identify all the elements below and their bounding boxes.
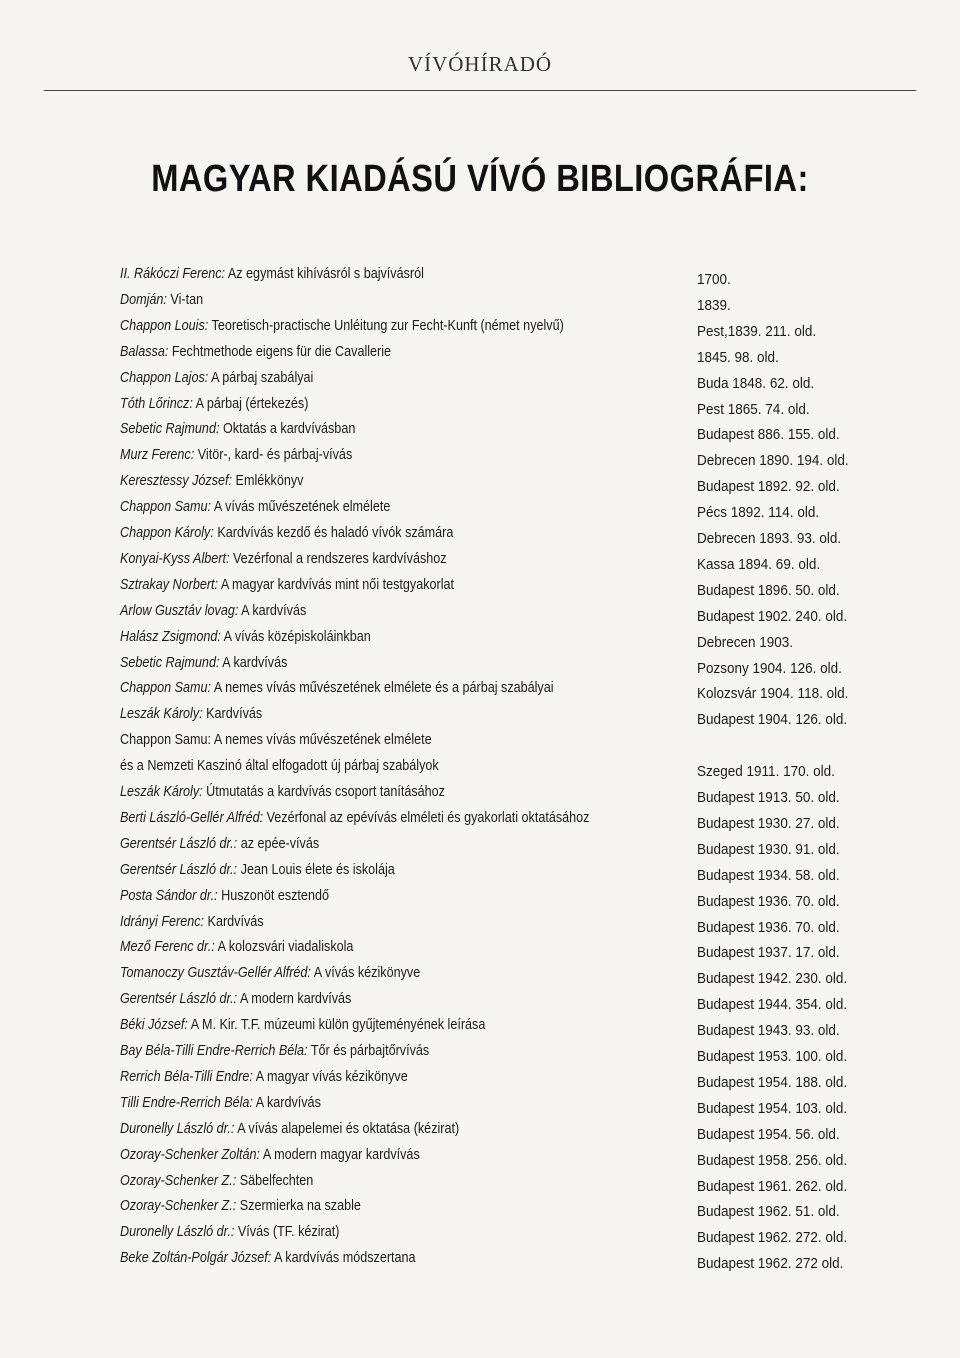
bibliography-entry	[0, 987, 960, 1014]
entry-text	[120, 806, 589, 830]
bibliography-entry	[0, 1039, 960, 1063]
entry-text	[120, 1065, 408, 1089]
entry-title: Az egymást kihívásról s bajvívásról	[225, 265, 424, 282]
entry-text	[120, 884, 329, 908]
entry-title: Vezérfonal az epévívás elméleti és gyakorlati oktatásához	[263, 808, 590, 826]
bibliography-entry	[0, 1065, 960, 1089]
entry-publication: Budapest 886. 155. old.	[697, 426, 840, 444]
entry-publication: Budapest 1934. 58. old.	[697, 866, 840, 884]
entry-text	[120, 340, 391, 364]
bibliography-entry	[0, 1117, 960, 1141]
bibliography-entry	[0, 314, 960, 338]
entry-author: Murz Ferenc:	[120, 446, 195, 464]
entry-publication: Budapest 1896. 50. old.	[697, 581, 840, 599]
bibliography-entry	[0, 1013, 960, 1040]
entry-text	[120, 676, 554, 700]
entry-author: Rerrich Béla-Tilli Endre:	[120, 1067, 253, 1085]
entry-publication: Pest,1839. 211. old.	[697, 322, 817, 340]
bibliography-entry	[0, 469, 960, 496]
entry-publication: Budapest 1943. 93. old.	[697, 1022, 840, 1040]
entry-text	[120, 288, 203, 312]
entry-publication: 1845. 98. old.	[697, 348, 779, 366]
entry-author: Leszák Károly:	[120, 705, 203, 723]
entry-publication: Pest 1865. 74. old.	[697, 400, 810, 418]
entry-title: Teoretisch-practische Unléitung zur Fecht-Kunft (német nyelvű)	[208, 316, 564, 334]
entry-text	[120, 754, 439, 778]
entry-publication: Budapest 1902. 240. old.	[697, 607, 848, 625]
entry-text	[120, 625, 371, 649]
entry-title: Fechtmethode eigens für die Cavallerie	[168, 342, 392, 360]
entry-text	[120, 495, 390, 519]
bibliography-entry	[0, 417, 960, 444]
entry-author: Konyai-Kyss Albert:	[120, 549, 230, 567]
entry-title: A vívás alapelemei és oktatása (kézirat)	[234, 1119, 460, 1137]
bibliography-entry	[0, 521, 960, 545]
entry-title: A magyar vívás kézikönyve	[252, 1067, 408, 1085]
bibliography-entry	[0, 547, 960, 571]
entry-author: Duronelly László dr.:	[120, 1223, 235, 1241]
entry-title: Kardvívás kezdő és haladó vívók számára	[213, 524, 454, 541]
entry-publication: Budapest 1937. 17. old.	[697, 944, 840, 962]
entry-author: Tóth Lőrincz:	[120, 394, 193, 412]
entry-text	[120, 987, 351, 1011]
entry-publication: Budapest 1936. 70. old.	[697, 892, 840, 910]
entry-author: Idrányi Ferenc:	[120, 912, 205, 930]
entry-title: Chappon Samu: A nemes vívás művészetének elmélete	[120, 731, 432, 749]
bibliography-entry	[0, 443, 960, 470]
entry-publication: Kassa 1894. 69. old.	[697, 555, 821, 573]
entry-author: Arlow Gusztáv lovag:	[120, 601, 239, 619]
bibliography-entry	[0, 599, 960, 623]
entry-author: Chappon Samu:	[120, 679, 212, 697]
entry-title: A párbaj (értekezés)	[192, 394, 309, 412]
entry-title: A kardvívás módszertana	[271, 1249, 416, 1267]
entry-publication: Pozsony 1904. 126. old.	[697, 659, 842, 677]
bibliography-entry	[0, 366, 960, 390]
entry-text	[120, 1143, 420, 1167]
bibliography-entry	[0, 340, 960, 364]
entry-author: Berti László-Gellér Alfréd:	[120, 808, 264, 826]
entry-title: Oktatás a kardvívásban	[219, 420, 356, 438]
entry-publication: Budapest 1962. 272. old.	[697, 1229, 848, 1247]
entry-author: Ozoray-Schenker Zoltán:	[120, 1145, 261, 1163]
entry-author: Chappon Károly:	[120, 524, 214, 541]
bibliography-entry	[0, 728, 960, 752]
entry-text	[120, 262, 424, 286]
entry-publication: Budapest 1930. 91. old.	[697, 840, 840, 858]
entry-title: A vívás kézikönyve	[310, 964, 421, 982]
entry-author: Chappon Lajos:	[120, 368, 209, 386]
entry-author: Gerentsér László dr.:	[120, 860, 238, 878]
entry-text	[120, 443, 352, 467]
entry-title: A nemes vívás művészetének elmélete és a párbaj szabályai	[211, 679, 554, 697]
entry-publication: 1839.	[697, 296, 731, 314]
entry-author: II. Rákóczi Ferenc:	[120, 265, 226, 282]
bibliography-entry	[0, 1220, 960, 1247]
entry-title: A kardvívás	[252, 1093, 321, 1111]
entry-text	[120, 1194, 361, 1218]
bibliography-entry	[0, 832, 960, 856]
entry-author: Gerentsér László dr.:	[120, 990, 238, 1008]
entry-title: A vívás középiskoláinkban	[220, 627, 371, 645]
bibliography-entry	[0, 1143, 960, 1167]
entry-author: Tomanoczy Gusztáv-Gellér Alfréd:	[120, 964, 311, 982]
entry-author: Domján:	[120, 290, 167, 308]
bibliography-entry	[0, 651, 960, 675]
bibliography-entry	[0, 676, 960, 703]
entry-text	[120, 935, 353, 959]
entry-text	[120, 780, 445, 804]
entry-text	[120, 1220, 339, 1244]
entry-title: Kardvívás	[204, 912, 264, 930]
bibliography-entry	[0, 702, 960, 729]
entry-publication: Budapest 1944. 354. old.	[697, 996, 848, 1014]
entry-publication: Budapest 1942. 230. old.	[697, 970, 848, 988]
bibliography-entry	[0, 262, 960, 286]
entry-publication: Pécs 1892. 114. old.	[697, 504, 820, 522]
entry-author: Halász Zsigmond:	[120, 627, 221, 645]
bibliography-entry	[0, 806, 960, 830]
entry-author: Béki József:	[120, 1016, 188, 1034]
bibliography-entry	[0, 935, 960, 962]
entry-title: A modern magyar kardvívás	[260, 1145, 420, 1163]
entry-text	[120, 832, 319, 856]
entry-text	[120, 392, 308, 416]
entry-text	[120, 910, 264, 934]
entry-publication: Debrecen 1890. 194. old.	[697, 452, 849, 470]
entry-text	[120, 1091, 321, 1115]
entry-author: Mező Ferenc dr.:	[120, 938, 215, 956]
entry-title: Emlékkönyv	[232, 472, 304, 490]
entry-author: Chappon Louis:	[120, 316, 209, 334]
entry-publication: Kolozsvár 1904. 118. old.	[697, 685, 849, 703]
entry-title: az epée-vívás	[237, 834, 320, 852]
bibliography-entry	[0, 961, 960, 988]
entry-title: és a Nemzeti Kaszinó által elfogadott új párbaj szabályok	[120, 757, 439, 775]
bibliography-entry	[0, 495, 960, 522]
entry-author: Sebetic Rajmund:	[120, 420, 220, 438]
bibliography-entry	[0, 1246, 960, 1273]
entry-title: A modern kardvívás	[237, 990, 352, 1008]
entry-text	[120, 702, 262, 726]
running-header: VÍVÓHÍRADÓ	[407, 52, 553, 76]
entry-text	[120, 1169, 313, 1193]
entry-author: Chappon Samu:	[120, 498, 212, 516]
entry-author: Duronelly László dr.:	[120, 1119, 235, 1137]
entry-author: Sebetic Rajmund:	[120, 653, 220, 671]
entry-title: Vezérfonal a rendszeres kardvíváshoz	[229, 549, 447, 567]
bibliography-entry	[0, 1091, 960, 1115]
entry-publication: Budapest 1954. 56. old.	[697, 1125, 840, 1143]
entry-title: Kardvívás	[202, 705, 263, 723]
entry-title: A kolozsvári viadaliskola	[214, 938, 354, 956]
entry-text	[120, 651, 287, 675]
entry-text	[120, 1039, 429, 1063]
entry-title: A magyar kardvívás mint női testgyakorlat	[218, 575, 455, 593]
entry-publication: Budapest 1913. 50. old.	[697, 789, 840, 806]
header-rule	[44, 90, 916, 91]
entry-author: Sztrakay Norbert:	[120, 575, 219, 593]
bibliography-entry	[0, 884, 960, 908]
entry-title: Säbelfechten	[236, 1171, 314, 1189]
entry-publication: Budapest 1953. 100. old.	[697, 1048, 848, 1065]
entry-text	[120, 314, 564, 338]
entry-title: Jean Louis élete és iskolája	[237, 860, 395, 878]
entry-text	[120, 1013, 485, 1037]
entry-publication: Budapest 1892. 92. old.	[697, 478, 840, 496]
entry-publication: Budapest 1962. 51. old.	[697, 1203, 840, 1221]
entry-publication: Budapest 1904. 126. old.	[697, 711, 848, 729]
entry-title: Vívás (TF. kézirat)	[234, 1223, 340, 1241]
entry-author: Tilli Endre-Rerrich Béla:	[120, 1093, 253, 1111]
entry-text	[120, 728, 432, 752]
entry-publication: Szeged 1911. 170. old.	[697, 763, 835, 781]
entry-publication: Debrecen 1903.	[697, 633, 794, 651]
bibliography-entry	[0, 858, 960, 882]
entry-author: Posta Sándor dr.:	[120, 886, 218, 904]
bibliography-entry	[0, 625, 960, 649]
bibliography-entry	[0, 288, 960, 312]
entry-publication: Budapest 1958. 256. old.	[697, 1151, 848, 1169]
entry-text	[120, 573, 454, 597]
page-title: MAGYAR KIADÁSÚ VÍVÓ BIBLIOGRÁFIA:	[151, 158, 809, 200]
bibliography-entry	[0, 780, 960, 804]
entry-text	[120, 961, 420, 985]
entry-author: Gerentsér László dr.:	[120, 834, 238, 852]
entry-text	[120, 417, 355, 441]
entry-publication: Budapest 1936. 70. old.	[697, 918, 840, 936]
entry-text	[120, 599, 306, 623]
bibliography-entry	[0, 754, 960, 781]
entry-title: A vívás művészetének elmélete	[211, 498, 391, 516]
entry-text	[120, 547, 447, 571]
entry-publication: Buda 1848. 62. old.	[697, 374, 815, 392]
entry-title: A párbaj szabályai	[208, 368, 314, 386]
entry-text	[120, 1246, 416, 1270]
entry-publication: Budapest 1954. 103. old.	[697, 1099, 848, 1117]
entry-text	[120, 858, 395, 882]
entry-text	[120, 469, 303, 493]
entry-title: Vitör-, kard- és párbaj-vívás	[194, 446, 353, 464]
entry-author: Bay Béla-Tilli Endre-Rerrich Béla:	[120, 1042, 308, 1059]
entry-title: Vi-tan	[166, 290, 204, 308]
entry-author: Beke Zoltán-Polgár József:	[120, 1249, 272, 1267]
entry-text	[120, 366, 313, 390]
entry-title: A M. Kir. T.F. múzeumi külön gyűjteményének leírása	[187, 1016, 486, 1034]
entry-text	[120, 521, 453, 545]
entry-publication: 1700.	[697, 271, 731, 288]
bibliography-entry	[0, 573, 960, 597]
entry-author: Ozoray-Schenker Z.:	[120, 1171, 237, 1189]
entry-publication: Debrecen 1893. 93. old.	[697, 530, 842, 547]
bibliography-entry	[0, 1194, 960, 1221]
entry-title: Útmutatás a kardvívás csoport tanításához	[202, 783, 445, 800]
entry-author: Ozoray-Schenker Z.:	[120, 1197, 237, 1215]
bibliography-entry	[0, 910, 960, 934]
entry-author: Keresztessy József:	[120, 472, 233, 490]
entry-publication: Budapest 1930. 27. old.	[697, 814, 840, 832]
entry-text	[120, 1117, 459, 1141]
bibliography-entry	[0, 392, 960, 416]
entry-title: A kardvívás	[238, 601, 307, 619]
entry-title: A kardvívás	[219, 653, 288, 671]
entry-title: Tőr és párbajtőrvívás	[307, 1042, 430, 1059]
entry-author: Balassa:	[120, 342, 169, 360]
entry-publication: Budapest 1962. 272 old.	[697, 1255, 844, 1273]
entry-publication: Budapest 1961. 262. old.	[697, 1177, 848, 1195]
entry-title: Szermierka na szable	[236, 1197, 361, 1215]
entry-author: Leszák Károly:	[120, 783, 203, 800]
bibliography-entry	[0, 1169, 960, 1193]
entry-publication: Budapest 1954. 188. old.	[697, 1073, 848, 1091]
entry-title: Huszonöt esztendő	[217, 886, 329, 904]
